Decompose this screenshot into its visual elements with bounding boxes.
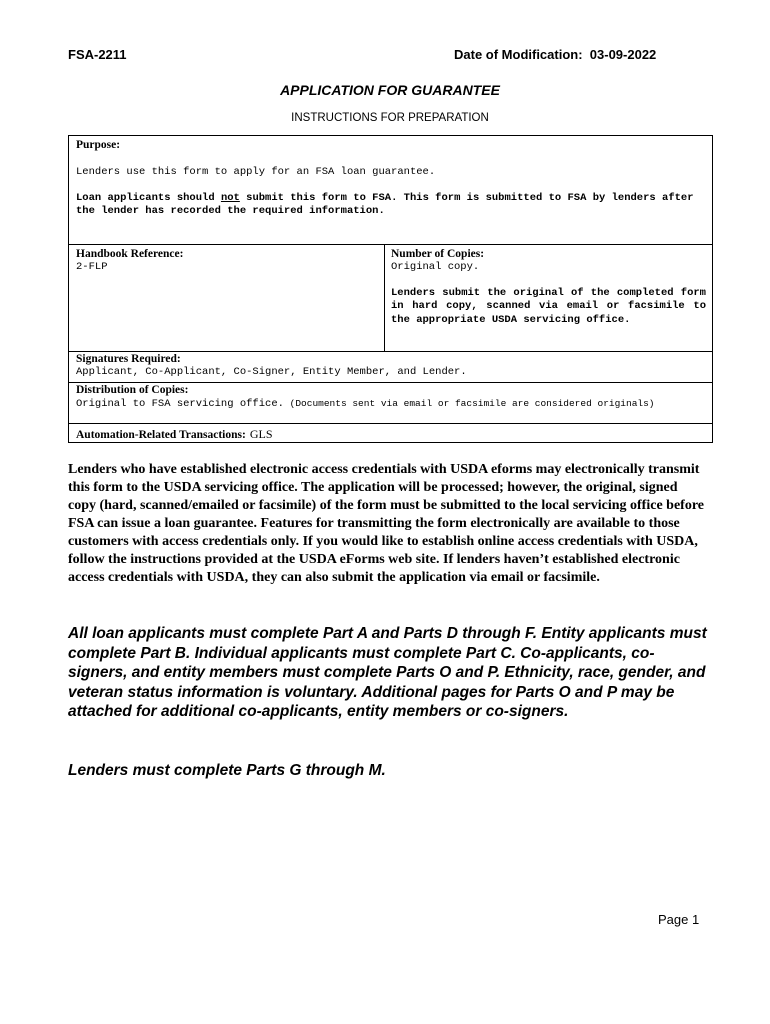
signatures-value: Applicant, Co-Applicant, Co-Signer, Entity Member, and Lender. xyxy=(76,366,467,378)
page-number: Page 1 xyxy=(658,912,700,927)
handbook-cell xyxy=(69,245,385,351)
automation-section xyxy=(68,423,713,443)
modification-date xyxy=(454,47,656,62)
copies-label: Number of Copies: xyxy=(391,248,485,260)
modification-date-value: 03-09-2022 xyxy=(589,47,657,62)
applicants-paragraph: All loan applicants must complete Part A and Parts D through F. Entity applicants must complete Part B. Individual applicants must complete Part C. Co-applicants, co-signers, and entity members must complete Parts O and P. Ethnicity, race, gender, and veteran status information is voluntary. Additional pages for Parts O and P may be attached for additional co-applicants, entity members or co-signers. xyxy=(68,625,707,720)
distribution-value xyxy=(76,397,705,412)
distribution-main: Original to FSA servicing office. xyxy=(76,398,284,410)
purpose-warning xyxy=(76,192,705,219)
copies-detail: Lenders submit the original of the completed form in hard copy, scanned via email or facsimile to the appropriate USDA servicing office. xyxy=(391,286,706,326)
page-subtitle: INSTRUCTIONS FOR PREPARATION xyxy=(291,112,489,124)
reference-section xyxy=(68,244,713,352)
purpose-warning-post: submit this form to FSA. This form is submitted to FSA by lenders after the lender has recorded the required information. xyxy=(76,191,694,217)
signatures-section xyxy=(68,351,713,383)
purpose-warning-emphasis: not xyxy=(220,191,240,204)
copies-value: Original copy. xyxy=(391,261,480,273)
handbook-label: Handbook Reference: xyxy=(76,248,184,260)
form-number: FSA-2211 xyxy=(68,47,127,62)
page-title: APPLICATION FOR GUARANTEE xyxy=(280,82,500,98)
purpose-text: Lenders use this form to apply for an FSA loan guarantee. xyxy=(76,166,436,178)
handbook-value: 2-FLP xyxy=(76,261,108,273)
lenders-paragraph: Lenders who have established electronic access credentials with USDA eforms may electronically transmit this form to the USDA servicing office. The application will be processed; however, the original, signed copy (hard, scanned/emailed or facsimile) of the form must be submitted to the local servicing office before FSA can issue a loan guarantee. Features for transmitting the form electronically are available to those customers with access credentials only. If you would like to establish online access credentials with USDA, follow the instructions provided at the USDA eForms web site. If lenders haven’t established electronic access credentials with USDA, they can also submit the application via email or facsimile. xyxy=(68,462,704,585)
lender-parts-paragraph: Lenders must complete Parts G through M. xyxy=(68,762,386,779)
copies-cell xyxy=(385,245,712,351)
purpose-label: Purpose: xyxy=(76,139,121,151)
purpose-section xyxy=(68,135,713,245)
modification-label: Date of Modification: xyxy=(454,47,583,62)
automation-value: GLS xyxy=(249,427,273,441)
automation-label: Automation-Related Transactions: xyxy=(76,429,246,441)
distribution-note: (Documents sent via email or facsimile are considered originals) xyxy=(283,398,655,409)
purpose-warning-pre: Loan applicants should xyxy=(76,191,221,204)
signatures-label: Signatures Required: xyxy=(76,353,181,365)
distribution-label: Distribution of Copies: xyxy=(76,384,189,396)
distribution-section xyxy=(68,382,713,424)
